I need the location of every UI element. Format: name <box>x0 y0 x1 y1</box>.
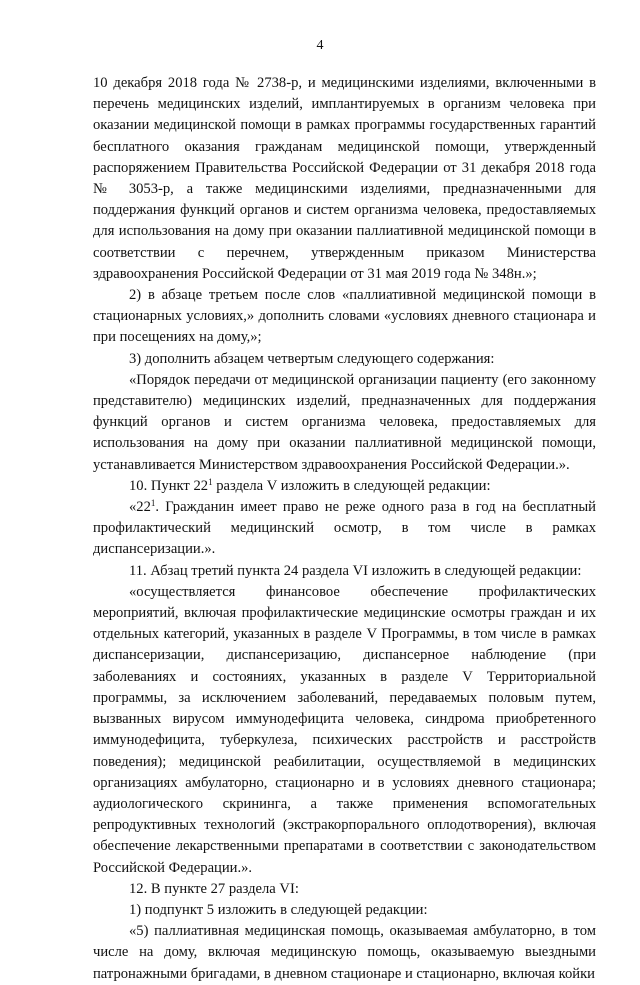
paragraph-continuation: 10 декабря 2018 года № 2738-р, и медицинскими изделиями, включенными в перечень медицинских изделий, имплантируемых в организм человека при оказании медицинской помощи в рамках программы государственных гарантий бесплатного оказания гражданам медицинской помощи, утвержденный распоряжением Правительства Российской Федерации от 31 декабря 2018 года № 3053-р, а также медицинскими изделиями, предназначенными для поддержания функций органов и систем организма человека, предоставляемых для использования на дому при оказании паллиативной медицинской помощи в соответствии с перечнем, утвержденным приказом Министерства здравоохранения Российской Федерации от 31 мая 2019 года № 348н.»; <box>93 75 596 282</box>
paragraph-quote-palliative: «5) паллиативная медицинская помощь, оказываемая амбулаторно, в том числе на дому, включая медицинскую помощь, оказываемую выездными патронажными бригадами, в дневном стационаре и стационарно, включая койки <box>93 923 596 982</box>
quote-22-1-text-a: «22 <box>129 499 151 516</box>
quote-22-1-superscript: 1 <box>150 498 156 509</box>
paragraph-point-12: 12. В пункте 27 раздела VI: <box>129 880 299 897</box>
paragraph-quote-22-1 <box>93 497 596 561</box>
page-number: 4 <box>316 38 324 53</box>
point-10-text-b: раздела V изложить в следующей редакции: <box>212 477 491 494</box>
point-10-superscript: 1 <box>208 476 213 487</box>
paragraph-quote-procedure: «Порядок передачи от медицинской организации пациенту (его законному представителю) медицинских изделий, предназначенных для поддержания функций органов и систем организма человека, предоставляемых для использования на дому при оказании паллиативной медицинской помощи, устанавливается Министерством здравоохранения Российской Федерации.». <box>93 371 596 473</box>
paragraph-point-11: 11. Абзац третий пункта 24 раздела VI изложить в следующей редакции: <box>129 562 582 579</box>
paragraph-item-3: 3) дополнить абзацем четвертым следующего содержания: <box>129 350 495 367</box>
point-10-text-a: 10. Пункт 22 <box>129 477 209 494</box>
paragraph-point-10 <box>93 476 596 497</box>
paragraph-quote-financing: «осуществляется финансовое обеспечение профилактических мероприятий, включая профилактические медицинские осмотры граждан и их отдельных категорий, указанных в разделе V Программы, в том числе в рамках диспансеризации, диспансеризацию, диспансерное наблюдение (при заболеваниях и состояниях, указанных в разделе V Территориальной программы, за исключением заболеваний, передаваемых половым путем, вызванных вирусом иммунодефицита человека, синдрома приобретенного иммунодефицита, туберкулеза, психических расстройств и расстройств поведения); медицинской реабилитации, осуществляемой в медицинских организациях амбулаторно, стационарно и в условиях дневного стационара; аудиологического скрининга, а также применения вспомогательных репродуктивных технологий (экстракорпорального оплодотворения), включая обеспечение лекарственными препаратами в соответствии с законодательством Российской Федерации.». <box>93 583 596 876</box>
quote-22-1-text-b: . Гражданин имеет право не реже одного раза в год на бесплатный профилактический медицинский осмотр, в том числе в рамках диспансеризации.». <box>93 499 596 558</box>
document-body <box>93 73 596 985</box>
paragraph-item-2: 2) в абзаце третьем после слов «паллиативной медицинской помощи в стационарных условиях,» дополнить словами «условиях дневного стационара и при посещениях на дому,»; <box>93 287 596 346</box>
paragraph-subpoint-1: 1) подпункт 5 изложить в следующей редакции: <box>129 901 428 918</box>
